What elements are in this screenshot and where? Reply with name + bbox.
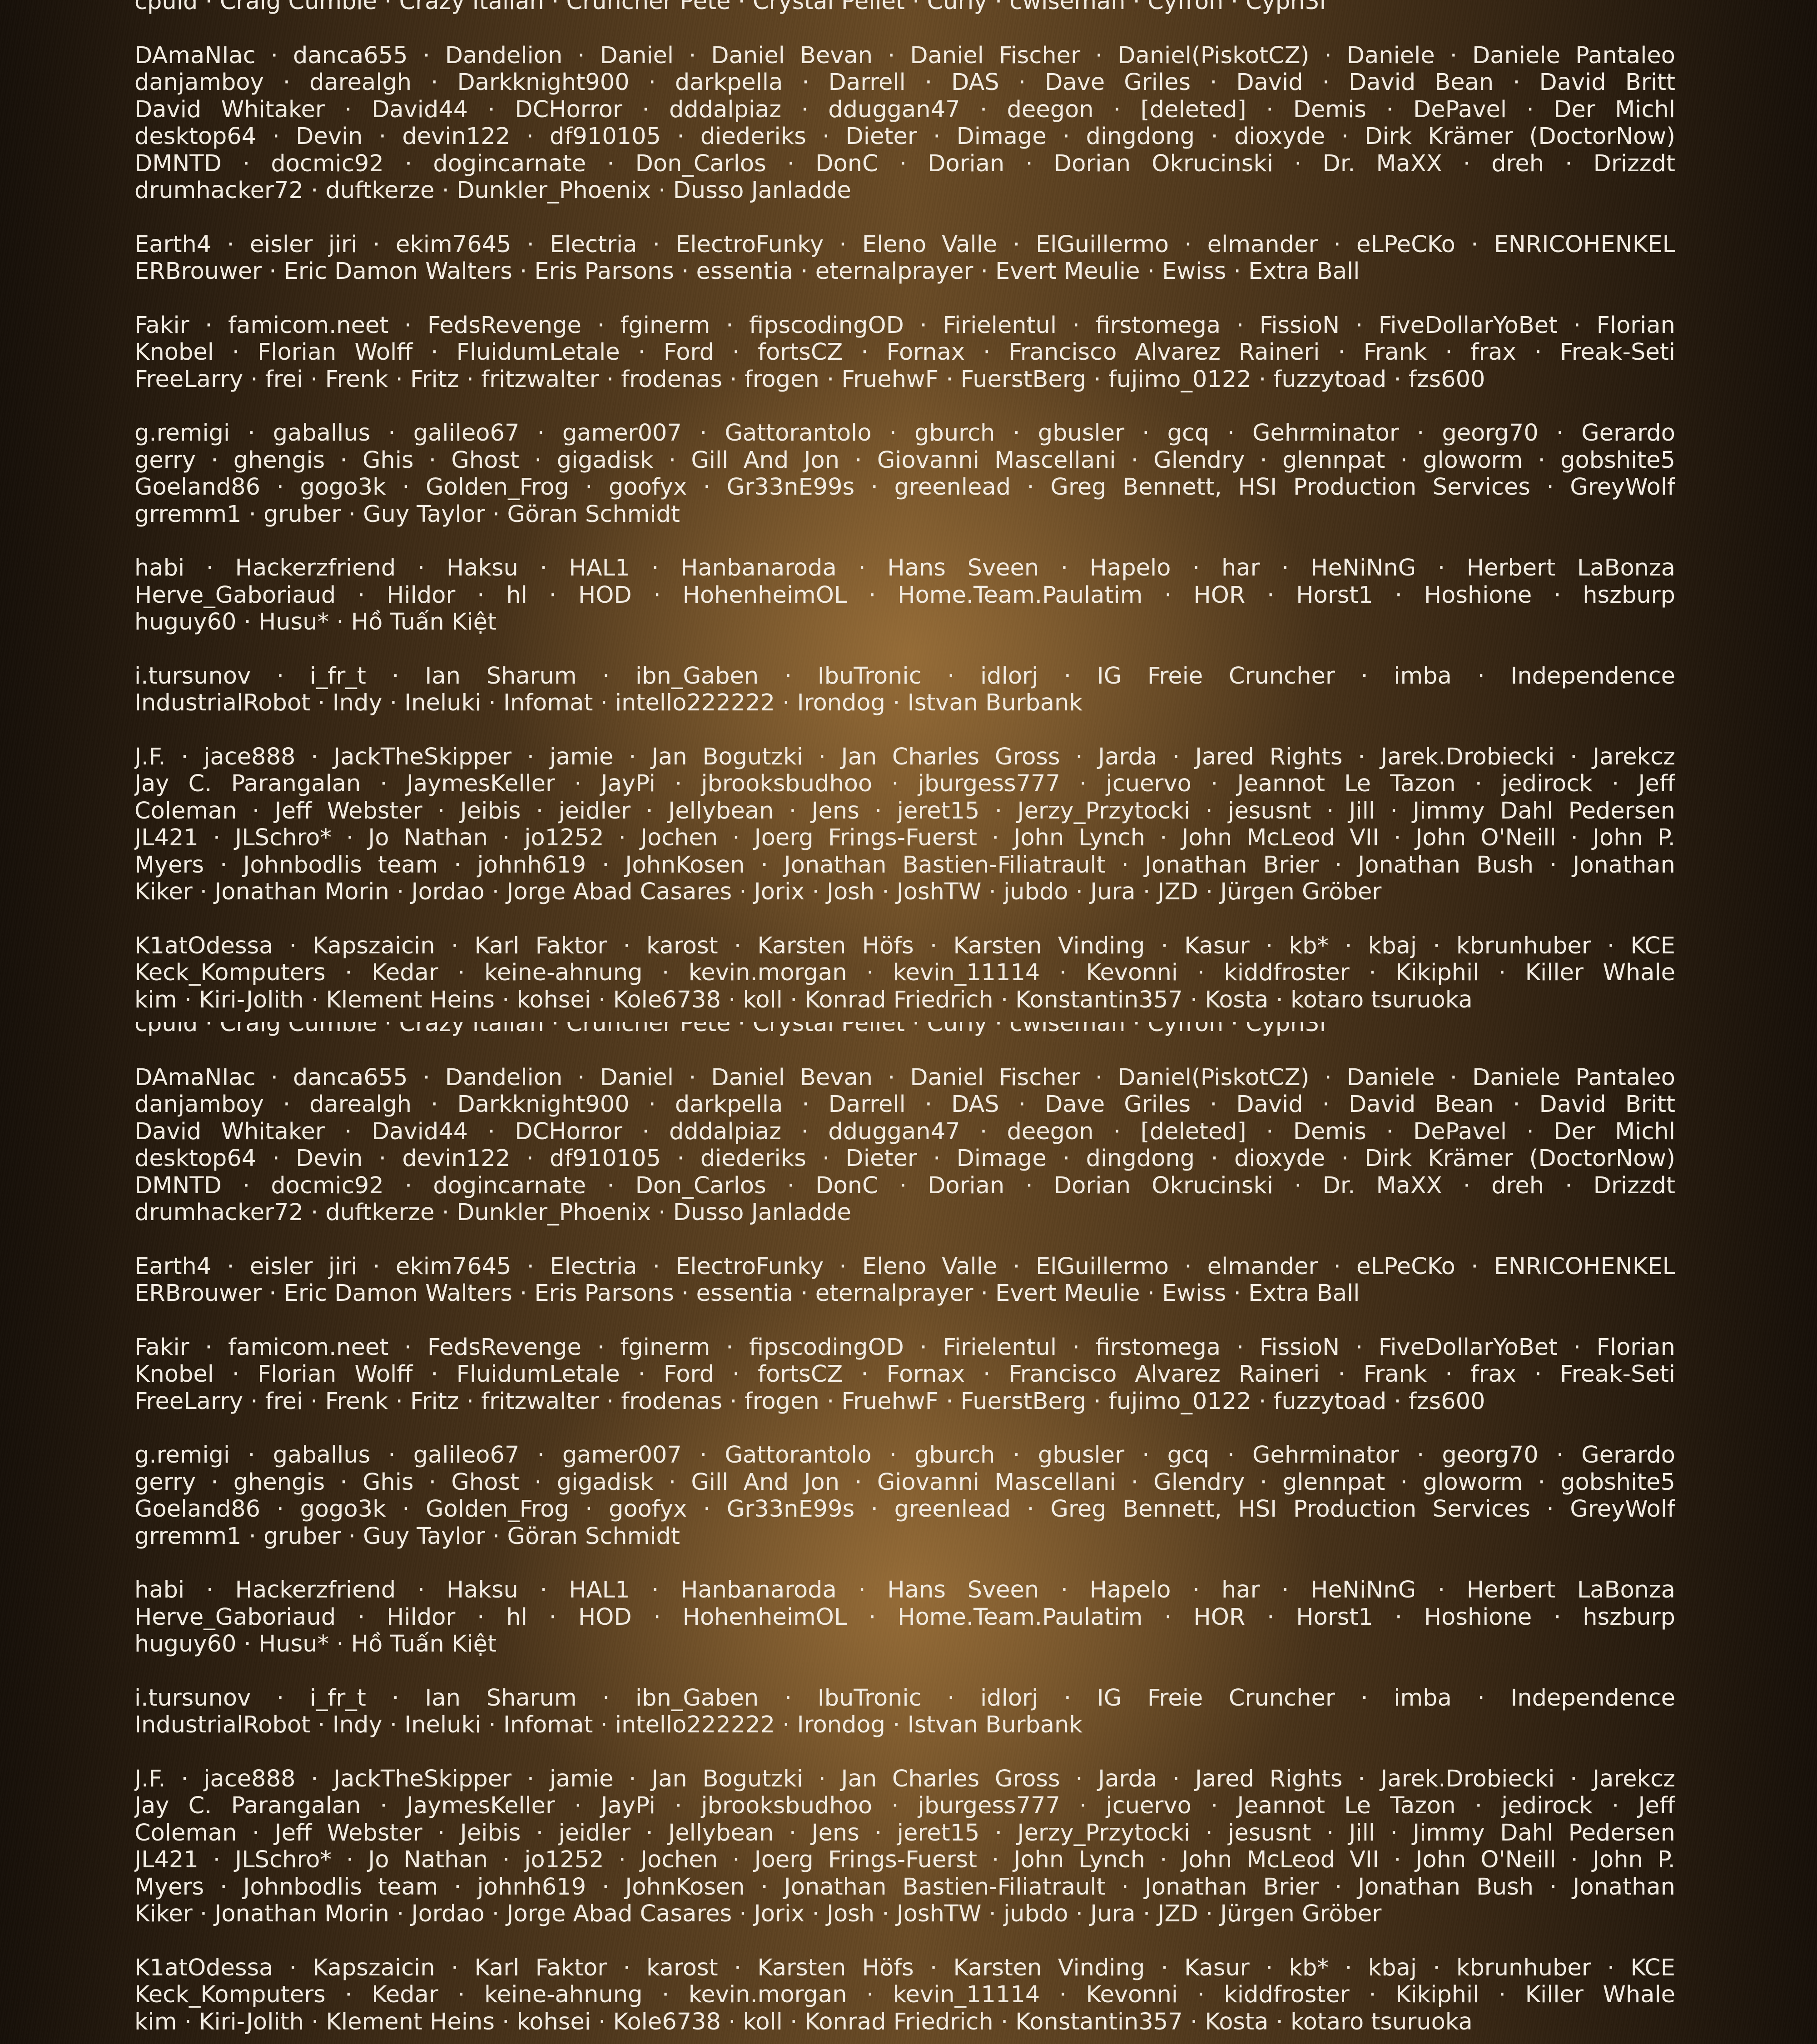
credits-line: Coleman · Jeff Webster · Jeibis · jeidler · Jellybean · Jens · jeret15 · Jerzy_Przytocki · jesusnt · Jill · Jimmy Dahl Pedersen	[134, 798, 1675, 825]
credits-line: DMNTD · docmic92 · dogincarnate · Don_Carlos · DonC · Dorian · Dorian Okrucinski · Dr. MaXX · dreh · Drizzdt	[134, 1172, 1675, 1200]
credits-line: huguy60 · Husu* · Hồ Tuấn Kiệt	[134, 609, 1675, 636]
credits-line: Herve_Gaboriaud · Hildor · hl · HOD · HohenheimOL · Home.Team.Paulatim · HOR · Horst1 · Hoshione · hszburp	[134, 582, 1675, 609]
credits-line: g.remigi · gaballus · galileo67 · gamer007 · Gattorantolo · gburch · gbusler · gcq · Gehrminator · georg70 · Gerardo	[134, 1442, 1675, 1469]
credits-line: drumhacker72 · duftkerze · Dunkler_Phoenix · Dusso Janladde	[134, 177, 1675, 204]
credits-line: huguy60 · Husu* · Hồ Tuấn Kiệt	[134, 1631, 1675, 1658]
credits-line: Earth4 · eisler jiri · ekim7645 · Electria · ElectroFunky · Eleno Valle · ElGuillermo · elmander · eLPeCKo · ENRICOHENKEL	[134, 1253, 1675, 1280]
credits-line: Knobel · Florian Wolff · FluidumLetale · Ford · fortsCZ · Fornax · Francisco Alvarez Raineri · Frank · frax · Freak-Seti	[134, 1361, 1675, 1388]
credits-line: Earth4 · eisler jiri · ekim7645 · Electria · ElectroFunky · Eleno Valle · ElGuillermo · elmander · eLPeCKo · ENRICOHENKEL	[134, 231, 1675, 258]
credits-line: Kiker · Jonathan Morin · Jordao · Jorge Abad Casares · Jorix · Josh · JoshTW · jubdo · Jura · JZD · Jürgen Gröber	[134, 878, 1675, 906]
credits-line: i.tursunov · i_fr_t · Ian Sharum · ibn_Gaben · IbuTronic · idlorj · IG Freie Cruncher · imba · Independence	[134, 1685, 1675, 1712]
credits-line: danjamboy · darealgh · Darkknight900 · darkpella · Darrell · DAS · Dave Griles · David · David Bean · David Britt	[134, 1091, 1675, 1118]
credits-line: IndustrialRobot · Indy · Ineluki · Infomat · intello222222 · Irondog · Istvan Burbank	[134, 1712, 1675, 1739]
credits-line: desktop64 · Devin · devin122 · df910105 · diederiks · Dieter · Dimage · dingdong · dioxyde · Dirk Krämer (DoctorNow)	[134, 123, 1675, 150]
credits-line: cpuid · Craig Cumbie · Crazy Italian · Cruncher Pete · Crystal Pellet · Curly · cwiseman · Cyfron · Cyph3r	[134, 0, 1675, 15]
credits-line: ERBrouwer · Eric Damon Walters · Eris Parsons · essentia · eternalprayer · Evert Meulie · Ewiss · Extra Ball	[134, 258, 1675, 285]
credits-line: IndustrialRobot · Indy · Ineluki · Infomat · intello222222 · Irondog · Istvan Burbank	[134, 690, 1675, 717]
credits-line: habi · Hackerzfriend · Haksu · HAL1 · Hanbanaroda · Hans Sveen · Hapelo · har · HeNiNnG · Herbert LaBonza	[134, 1577, 1675, 1604]
credits-line: kim · Kiri-Jolith · Klement Heins · kohsei · Kole6738 · koll · Konrad Friedrich · Konstantin357 · Kosta · kotaro tsuruoka	[134, 987, 1675, 1014]
credits-line: Coleman · Jeff Webster · Jeibis · jeidler · Jellybean · Jens · jeret15 · Jerzy_Przytocki · jesusnt · Jill · Jimmy Dahl Pedersen	[134, 1820, 1675, 1847]
credits-line: Jay C. Parangalan · JaymesKeller · JayPi · jbrooksbudhoo · jburgess777 · jcuervo · Jeannot Le Tazon · jedirock · Jeff	[134, 770, 1675, 798]
credits-line: habi · Hackerzfriend · Haksu · HAL1 · Hanbanaroda · Hans Sveen · Hapelo · har · HeNiNnG · Herbert LaBonza	[134, 555, 1675, 582]
credits-line: Goeland86 · gogo3k · Golden_Frog · goofyx · Gr33nE99s · greenlead · Greg Bennett, HSI Production Services · GreyWolf	[134, 474, 1675, 501]
credits-line: Kiker · Jonathan Morin · Jordao · Jorge Abad Casares · Jorix · Josh · JoshTW · jubdo · Jura · JZD · Jürgen Gröber	[134, 1900, 1675, 1928]
credits-line: David Whitaker · David44 · DCHorror · dddalpiaz · dduggan47 · deegon · [deleted] · Demis · DePavel · Der Michl	[134, 96, 1675, 124]
credits-line: JL421 · JLSchro* · Jo Nathan · jo1252 · Jochen · Joerg Frings-Fuerst · John Lynch · John McLeod VII · John O'Neill · John P.	[134, 1846, 1675, 1874]
credits-line: FreeLarry · frei · Frenk · Fritz · fritzwalter · frodenas · frogen · FruehwF · FuerstBerg · fujimo_0122 · fuzzytoad · fzs600	[134, 366, 1675, 393]
credits-line: Keck_Komputers · Kedar · keine-ahnung · kevin.morgan · kevin_11114 · Kevonni · kiddfroster · Kikiphil · Killer Whale	[134, 959, 1675, 987]
credits-line: Knobel · Florian Wolff · FluidumLetale · Ford · fortsCZ · Fornax · Francisco Alvarez Raineri · Frank · frax · Freak-Seti	[134, 339, 1675, 366]
credits-line: ERBrouwer · Eric Damon Walters · Eris Parsons · essentia · eternalprayer · Evert Meulie · Ewiss · Extra Ball	[134, 1280, 1675, 1307]
credits-line: J.F. · jace888 · JackTheSkipper · jamie · Jan Bogutzki · Jan Charles Gross · Jarda · Jared Rights · Jarek.Drobiecki · Jarekcz	[134, 1766, 1675, 1793]
credits-line: Fakir · famicom.neet · FedsRevenge · fginerm · fipscodingOD · Firielentul · firstomega · FissioN · FiveDollarYoBet · Florian	[134, 1334, 1675, 1361]
credits-line: DAmaNIac · danca655 · Dandelion · Daniel · Daniel Bevan · Daniel Fischer · Daniel(PiskotCZ) · Daniele · Daniele Pantaleo	[134, 1064, 1675, 1091]
credits-line: danjamboy · darealgh · Darkknight900 · darkpella · Darrell · DAS · Dave Griles · David · David Bean · David Britt	[134, 69, 1675, 96]
credits-line: DMNTD · docmic92 · dogincarnate · Don_Carlos · DonC · Dorian · Dorian Okrucinski · Dr. MaXX · dreh · Drizzdt	[134, 150, 1675, 178]
credits-line: Herve_Gaboriaud · Hildor · hl · HOD · HohenheimOL · Home.Team.Paulatim · HOR · Horst1 · Hoshione · hszburp	[134, 1604, 1675, 1631]
credits-line: Myers · Johnbodlis team · johnh619 · JohnKosen · Jonathan Bastien-Filiatrault · Jonathan Brier · Jonathan Bush · Jonathan	[134, 1874, 1675, 1901]
credits-line: grremm1 · gruber · Guy Taylor · Göran Schmidt	[134, 501, 1675, 528]
credits-line: J.F. · jace888 · JackTheSkipper · jamie · Jan Bogutzki · Jan Charles Gross · Jarda · Jared Rights · Jarek.Drobiecki · Jarekcz	[134, 744, 1675, 771]
credits-line: Fakir · famicom.neet · FedsRevenge · fginerm · fipscodingOD · Firielentul · firstomega · FissioN · FiveDollarYoBet · Florian	[134, 312, 1675, 339]
credits-line: drumhacker72 · duftkerze · Dunkler_Phoenix · Dusso Janladde	[134, 1199, 1675, 1226]
credits-line: cpuid · Craig Cumbie · Crazy Italian · Cruncher Pete · Crystal Pellet · Curly · cwiseman · Cyfron · Cyph3r	[134, 1022, 1675, 1037]
credits-line: gerry · ghengis · Ghis · Ghost · gigadisk · Gill And Jon · Giovanni Mascellani · Glendry · glennpat · gloworm · gobshite5	[134, 447, 1675, 474]
credits-line: i.tursunov · i_fr_t · Ian Sharum · ibn_Gaben · IbuTronic · idlorj · IG Freie Cruncher · imba · Independence	[134, 663, 1675, 690]
credits-line: Keck_Komputers · Kedar · keine-ahnung · kevin.morgan · kevin_11114 · Kevonni · kiddfroster · Kikiphil · Killer Whale	[134, 1981, 1675, 2009]
credits-line: Jay C. Parangalan · JaymesKeller · JayPi · jbrooksbudhoo · jburgess777 · jcuervo · Jeannot Le Tazon · jedirock · Jeff	[134, 1792, 1675, 1820]
credits-line: kim · Kiri-Jolith · Klement Heins · kohsei · Kole6738 · koll · Konrad Friedrich · Konstantin357 · Kosta · kotaro tsuruoka	[134, 2009, 1675, 2036]
credits-line: FreeLarry · frei · Frenk · Fritz · fritzwalter · frodenas · frogen · FruehwF · FuerstBerg · fujimo_0122 · fuzzytoad · fzs600	[134, 1388, 1675, 1415]
credits-line: desktop64 · Devin · devin122 · df910105 · diederiks · Dieter · Dimage · dingdong · dioxyde · Dirk Krämer (DoctorNow)	[134, 1145, 1675, 1172]
credits-line: Myers · Johnbodlis team · johnh619 · JohnKosen · Jonathan Bastien-Filiatrault · Jonathan Brier · Jonathan Bush · Jonathan	[134, 852, 1675, 879]
credits-line: grremm1 · gruber · Guy Taylor · Göran Schmidt	[134, 1523, 1675, 1550]
credits-line: DAmaNIac · danca655 · Dandelion · Daniel · Daniel Bevan · Daniel Fischer · Daniel(PiskotCZ) · Daniele · Daniele Pantaleo	[134, 42, 1675, 69]
credits-line: David Whitaker · David44 · DCHorror · dddalpiaz · dduggan47 · deegon · [deleted] · Demis · DePavel · Der Michl	[134, 1118, 1675, 1146]
credits-line: gerry · ghengis · Ghis · Ghost · gigadisk · Gill And Jon · Giovanni Mascellani · Glendry · glennpat · gloworm · gobshite5	[134, 1469, 1675, 1496]
credits-line: JL421 · JLSchro* · Jo Nathan · jo1252 · Jochen · Joerg Frings-Fuerst · John Lynch · John McLeod VII · John O'Neill · John P.	[134, 824, 1675, 852]
credits-line: Goeland86 · gogo3k · Golden_Frog · goofyx · Gr33nE99s · greenlead · Greg Bennett, HSI Production Services · GreyWolf	[134, 1496, 1675, 1523]
credits-line: g.remigi · gaballus · galileo67 · gamer007 · Gattorantolo · gburch · gbusler · gcq · Gehrminator · georg70 · Gerardo	[134, 420, 1675, 447]
credits-line: K1atOdessa · Kapszaicin · Karl Faktor · karost · Karsten Höfs · Karsten Vinding · Kasur · kb* · kbaj · kbrunhuber · KCE	[134, 933, 1675, 960]
credits-line: K1atOdessa · Kapszaicin · Karl Faktor · karost · Karsten Höfs · Karsten Vinding · Kasur · kb* · kbaj · kbrunhuber · KCE	[134, 1955, 1675, 1982]
